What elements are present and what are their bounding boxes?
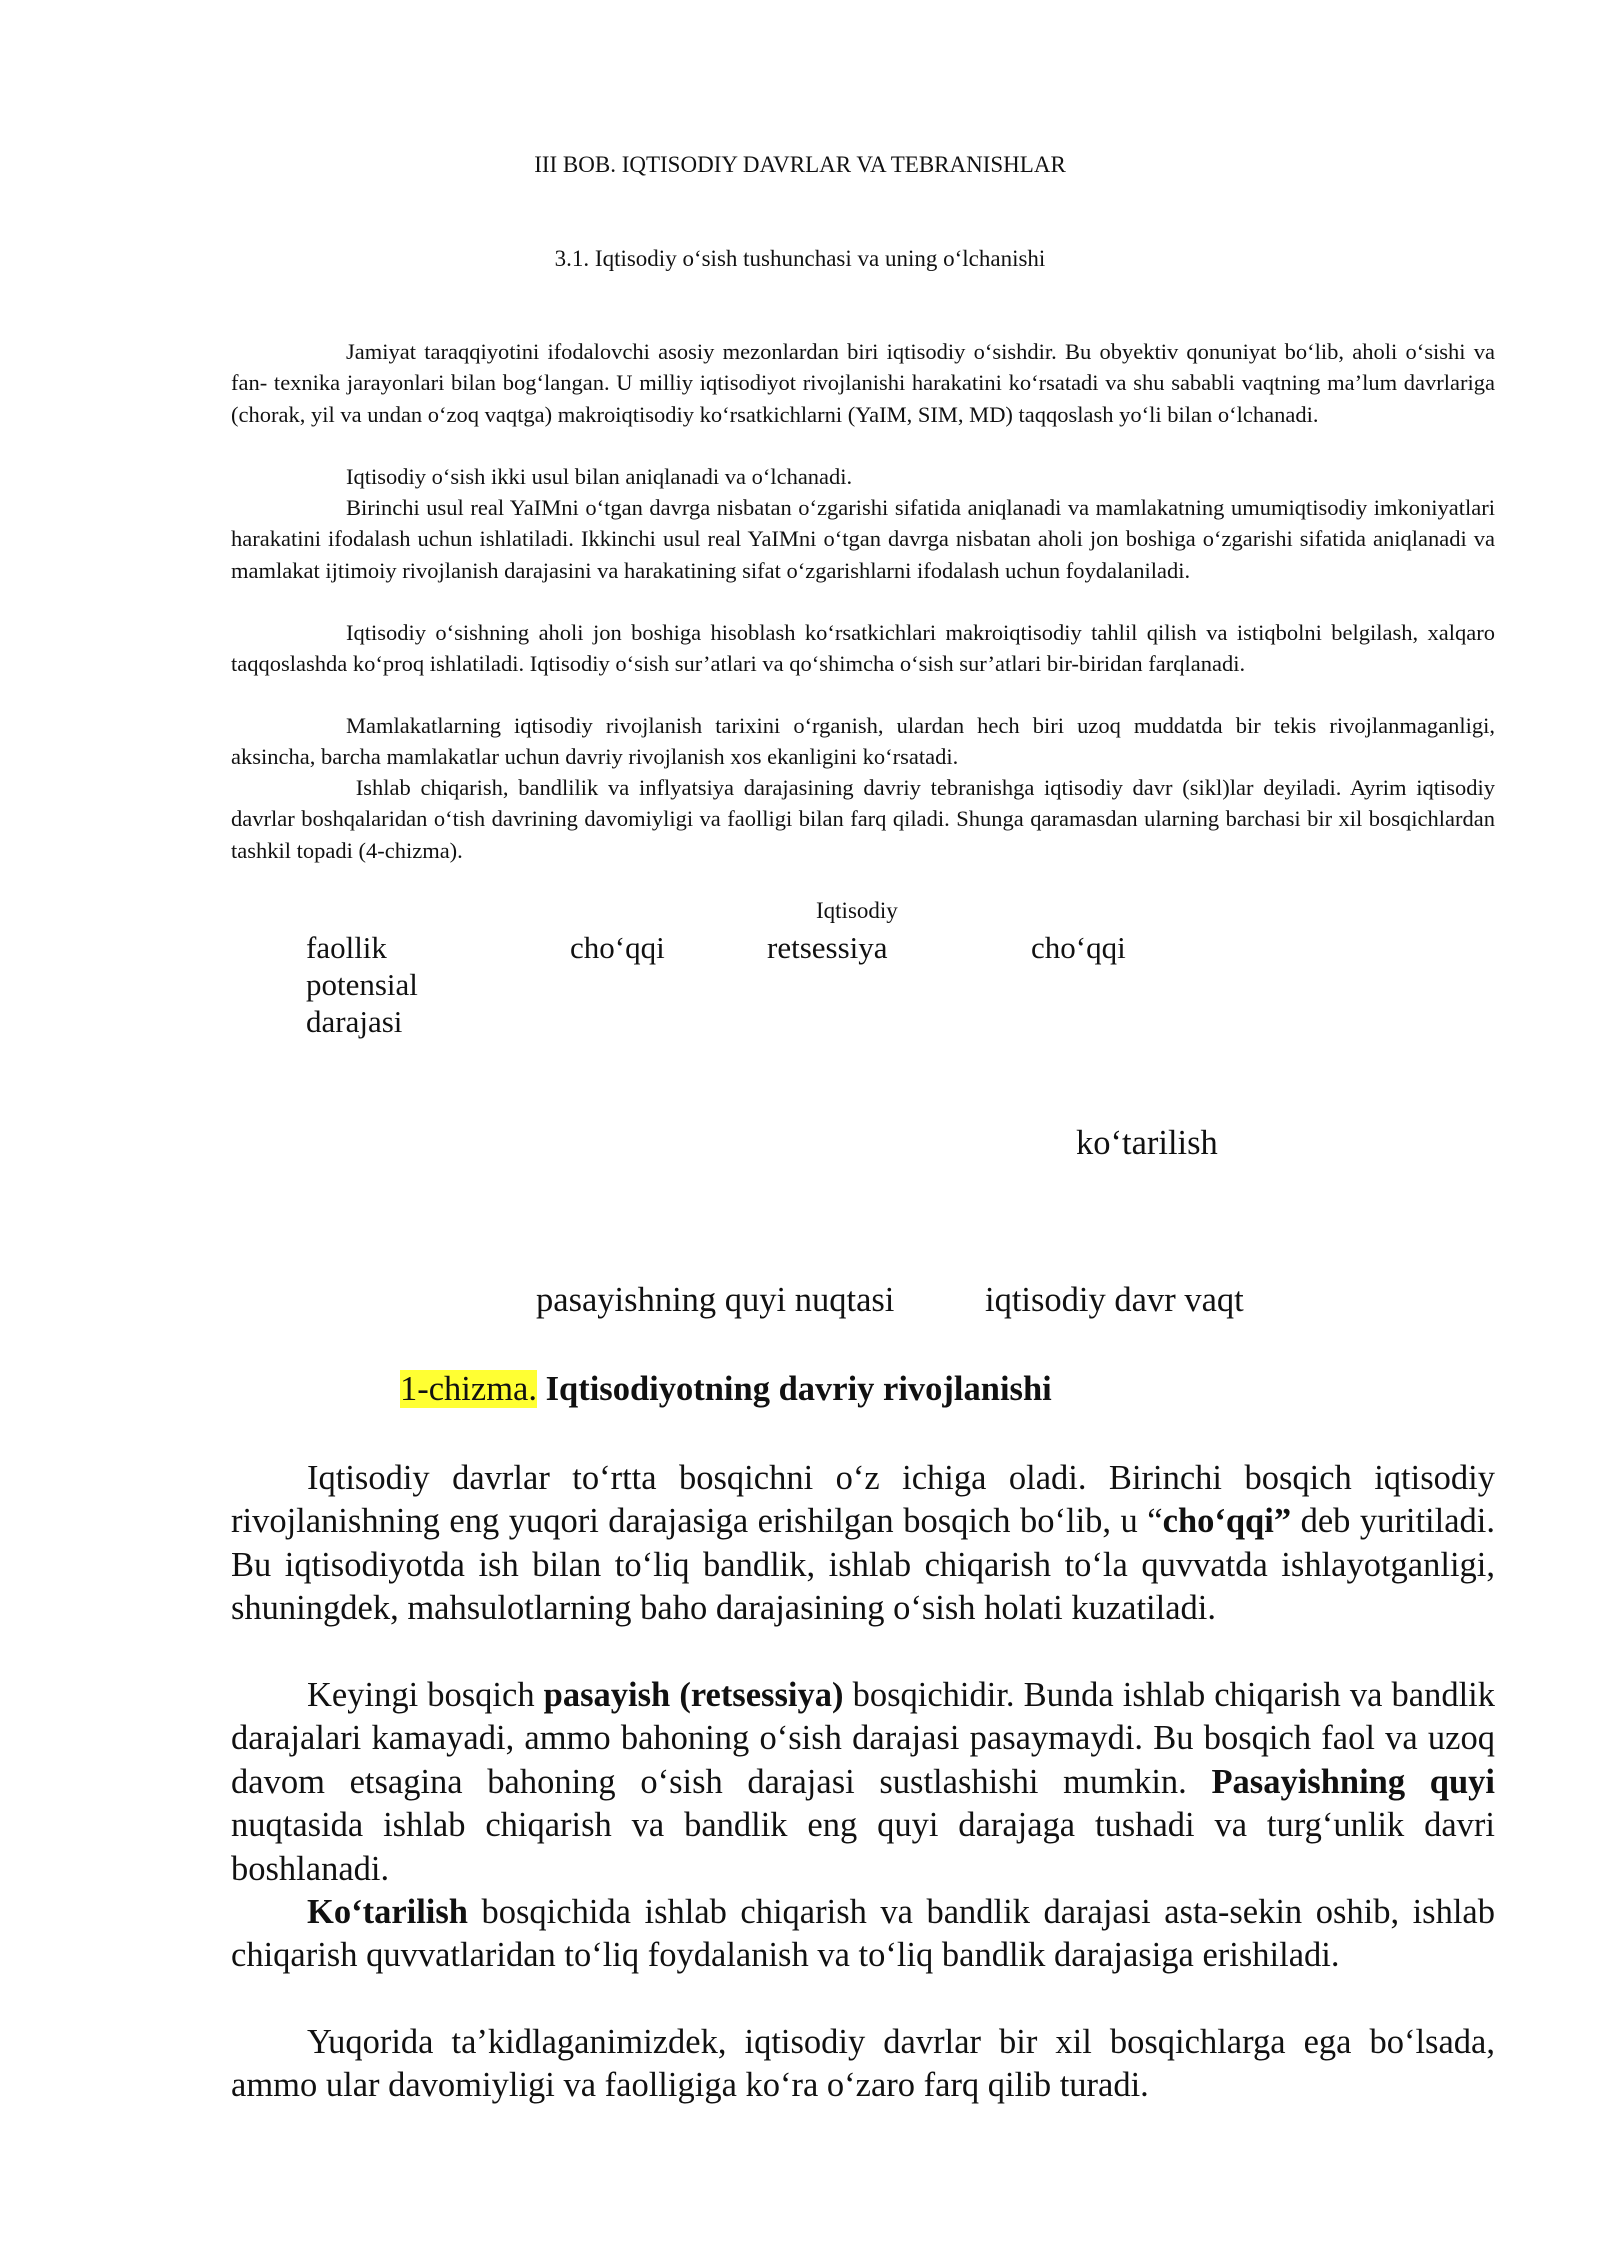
body-paragraph-2 [231, 1674, 1495, 1891]
paragraph-2-text: Iqtisodiy o‘sish ikki usul bilan aniqlanadi va o‘lchanadi. [346, 464, 853, 489]
paragraph-5 [231, 710, 1495, 773]
section-title: 3.1. Iqtisodiy o‘sish tushunchasi va uning o‘lchanishi [554, 246, 1046, 271]
paragraph-4 [231, 617, 1495, 680]
diagram-top-label: Iqtisodiy [816, 898, 898, 923]
paragraph-3 [231, 492, 1495, 586]
diagram-label-potensial: potensial [306, 967, 418, 1002]
diagram-label-trough: pasayishning quyi nuqtasi [536, 1281, 895, 1319]
diagram-label-cycle-time: iqtisodiy davr vaqt [985, 1281, 1244, 1319]
figure-number: 1-chizma. [400, 1370, 537, 1408]
figure-title: Iqtisodiyotning davriy rivojlanishi [536, 1370, 1052, 1408]
diagram-label-peak-2: cho‘qqi [1031, 930, 1126, 965]
body-paragraph-3 [231, 1891, 1495, 1978]
paragraph-6 [231, 772, 1495, 866]
body-paragraph-4 [231, 2021, 1495, 2108]
paragraph-2 [231, 461, 1495, 492]
chapter-title: III BOB. IQTISODIY DAVRLAR VA TEBRANISHLAR [534, 152, 1066, 177]
body-paragraph-2-text-a: Keyingi bosqich [307, 1676, 544, 1714]
diagram-label-expansion: ko‘tarilish [1076, 1124, 1218, 1162]
diagram-label-darajasi: darajasi [306, 1004, 403, 1039]
body-paragraph-2-text-e: nuqtasida ishlab chiqarish va bandlik eng quyi darajaga tushadi va turg‘unlik davri boshlanadi. [231, 1806, 1495, 1888]
diagram-label-peak-1: cho‘qqi [570, 930, 665, 965]
diagram-label-recession: retsessiya [767, 930, 888, 965]
paragraph-1 [231, 336, 1495, 430]
paragraph-4-text: Iqtisodiy o‘sishning aholi jon boshiga hisoblash ko‘rsatkichlari makroiqtisodiy tahlil qilish va istiqbolni belgilash, xalqaro taqqoslashda ko‘proq ishlatiladi. Iqtisodiy o‘sish sur’atlari va qo‘shimcha o‘sish sur’atlari bir-biridan farqlanadi. [231, 620, 1495, 677]
paragraph-3-text: Birinchi usul real YaIMni o‘tgan davrga nisbatan o‘zgarishi sifatida aniqlanadi va mamlakatning umumiqtisodiy imkoniyatlari harakatini ifodalash uchun ishlatiladi. Ikkinchi usul real YaIMni o‘tgan davrga nisbatan aholi jon boshiga o‘zgarishi sifatida aniqlanadi va mamlakat ijtimoiy rivojlanish darajasini va harakatining sifat o‘zgarishlarni ifodalash uchun foydalaniladi. [231, 495, 1495, 583]
body-paragraph-3-text-b: bosqichida ishlab chiqarish va bandlik darajasi asta-sekin oshib, ishlab chiqarish quvvatlaridan to‘liq foydalanish va to‘liq bandlik darajasiga erishiladi. [231, 1893, 1495, 1975]
diagram-label-faollik: faollik [306, 930, 387, 965]
paragraph-5-text: Mamlakatlarning iqtisodiy rivojlanish tarixini o‘rganish, ulardan hech biri uzoq muddatda bir tekis rivojlanmaganligi, aksincha, barcha mamlakatlar uchun davriy rivojlanish xos ekanligini ko‘rsatadi. [231, 713, 1495, 770]
term-recession: pasayish (retsessiya) [543, 1676, 844, 1714]
paragraph-1-text: Jamiyat taraqqiyotini ifodalovchi asosiy mezonlardan biri iqtisodiy o‘sishdir. Bu obyektiv qonuniyat bo‘lib, aholi o‘sishi va fan- texnika jarayonlari bilan bog‘langan. U milliy iqtisodiyot rivojlanishi harakatini ko‘rsatadi va shu sababli vaqtning ma’lum davrlariga (chorak, yil va undan o‘zoq vaqtga) makroiqtisodiy ko‘rsatkichlarni (YaIM, SIM, MD) taqqoslash yo‘li bilan o‘lchanadi. [231, 339, 1495, 427]
body-paragraph-1-text-c: deb yuritiladi. Bu iqtisodiyotda ish bilan to‘liq bandlik, ishlab chiqarish to‘la quvvatda ishlayotganligi, shuningdek, mahsulotlarning baho darajasining o‘sish holati kuzatiladi. [231, 1502, 1495, 1628]
term-trough: Pasayishning quyi [1211, 1762, 1495, 1801]
body-paragraph-4-text: Yuqorida ta’kidlaganimizdek, iqtisodiy davrlar bir xil bosqichlarga ega bo‘lsada, ammo ular davomiyligi va faolligiga ko‘ra o‘zaro farq qilib turadi. [231, 2023, 1495, 2105]
term-peak: cho‘qqi” [1162, 1502, 1292, 1541]
body-paragraph-1-text-a: Iqtisodiy davrlar to‘rtta bosqichni o‘z ichiga oladi. Birinchi bosqich iqtisodiy rivojlanishning eng yuqori darajasiga erishilgan bosqich bo‘lib, u “ [231, 1459, 1495, 1541]
term-expansion: Ko‘tarilish [307, 1893, 468, 1931]
body-paragraph-1 [231, 1457, 1495, 1631]
body-paragraph-2-text-c: bosqichidir. Bunda ishlab chiqarish va bandlik darajalari kamayadi, ammo bahoning o‘sish darajasi pasaymaydi. Bu bosqich faol va uzoq davom etsagina bahoning o‘sish darajasi sustlashishi mumkin. [231, 1676, 1495, 1801]
paragraph-6-text: Ishlab chiqarish, bandlilik va inflyatsiya darajasining davriy tebranishga iqtisodiy davr (sikl)lar deyiladi. Ayrim iqtisodiy davrlar boshqalaridan o‘tish davrining davomiyligi va faolligi bilan farq qiladi. Shunga qaramasdan ularning barchasi bir xil bosqichlardan tashkil topadi (4-chizma). [231, 775, 1495, 863]
figure-caption [400, 1368, 1052, 1410]
